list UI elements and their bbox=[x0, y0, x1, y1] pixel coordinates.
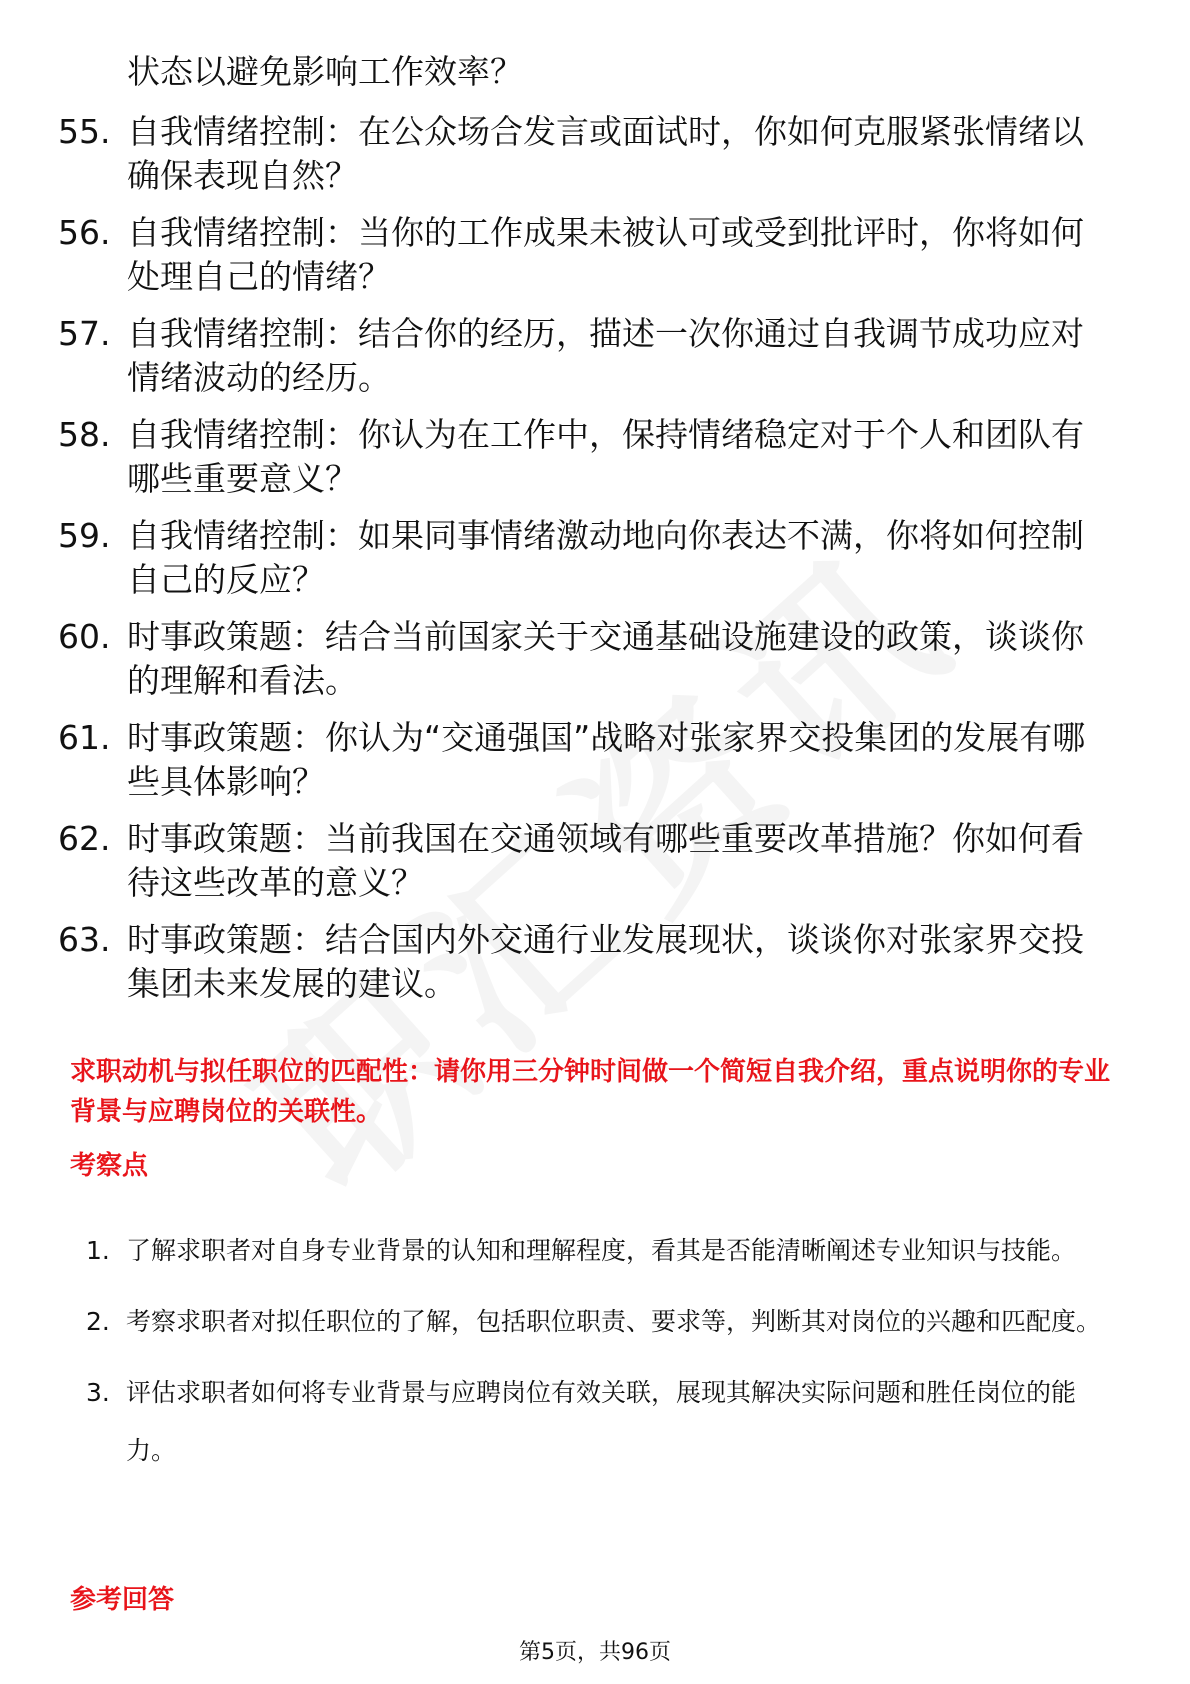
point-item bbox=[86, 1364, 1120, 1480]
question-text: 自我情绪控制：结合你的经历，描述一次你通过自我调节成功应对情绪波动的经历。 bbox=[127, 314, 1084, 397]
question-text: 自我情绪控制：你认为在工作中，保持情绪稳定对于个人和团队有哪些重要意义？ bbox=[127, 415, 1084, 498]
point-text: 考察求职者对拟任职位的了解，包括职位职责、要求等，判断其对岗位的兴趣和匹配度。 bbox=[126, 1307, 1102, 1336]
question-item bbox=[58, 615, 1108, 703]
question-list bbox=[58, 110, 1108, 1019]
carried-over-text: 状态以避免影响工作效率？ bbox=[127, 52, 523, 91]
point-item bbox=[86, 1222, 1120, 1280]
question-text: 时事政策题：结合当前国家关于交通基础设施建设的政策，谈谈你的理解和看法。 bbox=[127, 617, 1084, 700]
point-number: 2. bbox=[86, 1307, 110, 1336]
point-text: 了解求职者对自身专业背景的认知和理解程度，看其是否能清晰阐述专业知识与技能。 bbox=[126, 1236, 1077, 1265]
question-number: 60. bbox=[58, 617, 111, 656]
question-number: 55. bbox=[58, 112, 111, 151]
question-number: 57. bbox=[58, 314, 111, 353]
point-number: 3. bbox=[86, 1378, 110, 1407]
question-item bbox=[58, 514, 1108, 602]
question-text: 自我情绪控制：如果同事情绪激动地向你表达不满，你将如何控制自己的反应？ bbox=[127, 516, 1084, 599]
point-item bbox=[86, 1293, 1120, 1351]
points-heading: 考察点 bbox=[70, 1151, 149, 1181]
question-text: 自我情绪控制：当你的工作成果未被认可或受到批评时，你将如何处理自己的情绪？ bbox=[127, 213, 1084, 296]
question-text: 时事政策题：结合国内外交通行业发展现状，谈谈你对张家界交投集团未来发展的建议。 bbox=[127, 920, 1084, 1003]
question-number: 58. bbox=[58, 415, 111, 454]
question-number: 59. bbox=[58, 516, 111, 555]
question-number: 56. bbox=[58, 213, 111, 252]
point-number: 1. bbox=[86, 1236, 110, 1265]
question-item bbox=[58, 918, 1108, 1006]
answer-heading: 参考回答 bbox=[70, 1585, 175, 1615]
question-number: 61. bbox=[58, 718, 111, 757]
question-item bbox=[58, 716, 1108, 804]
question-number: 62. bbox=[58, 819, 111, 858]
question-item bbox=[58, 211, 1108, 299]
question-text: 自我情绪控制：在公众场合发言或面试时，你如何克服紧张情绪以确保表现自然？ bbox=[127, 112, 1084, 195]
question-number: 63. bbox=[58, 920, 111, 959]
question-item bbox=[58, 413, 1108, 501]
point-text: 评估求职者如何将专业背景与应聘岗位有效关联，展现其解决实际问题和胜任岗位的能力。 bbox=[126, 1378, 1077, 1465]
page-footer: 第5页，共96页 bbox=[519, 1640, 671, 1665]
question-text: 时事政策题：你认为“交通强国”战略对张家界交投集团的发展有哪些具体影响？ bbox=[127, 718, 1086, 801]
question-item bbox=[58, 817, 1108, 905]
points-list bbox=[86, 1222, 1120, 1493]
question-item bbox=[58, 110, 1108, 198]
question-item bbox=[58, 312, 1108, 400]
section-title: 求职动机与拟任职位的匹配性：请你用三分钟时间做一个简短自我介绍，重点说明你的专业背景与应聘岗位的关联性。 bbox=[70, 1057, 1111, 1127]
question-text: 时事政策题：当前我国在交通领域有哪些重要改革措施？你如何看待这些改革的意义？ bbox=[127, 819, 1084, 902]
